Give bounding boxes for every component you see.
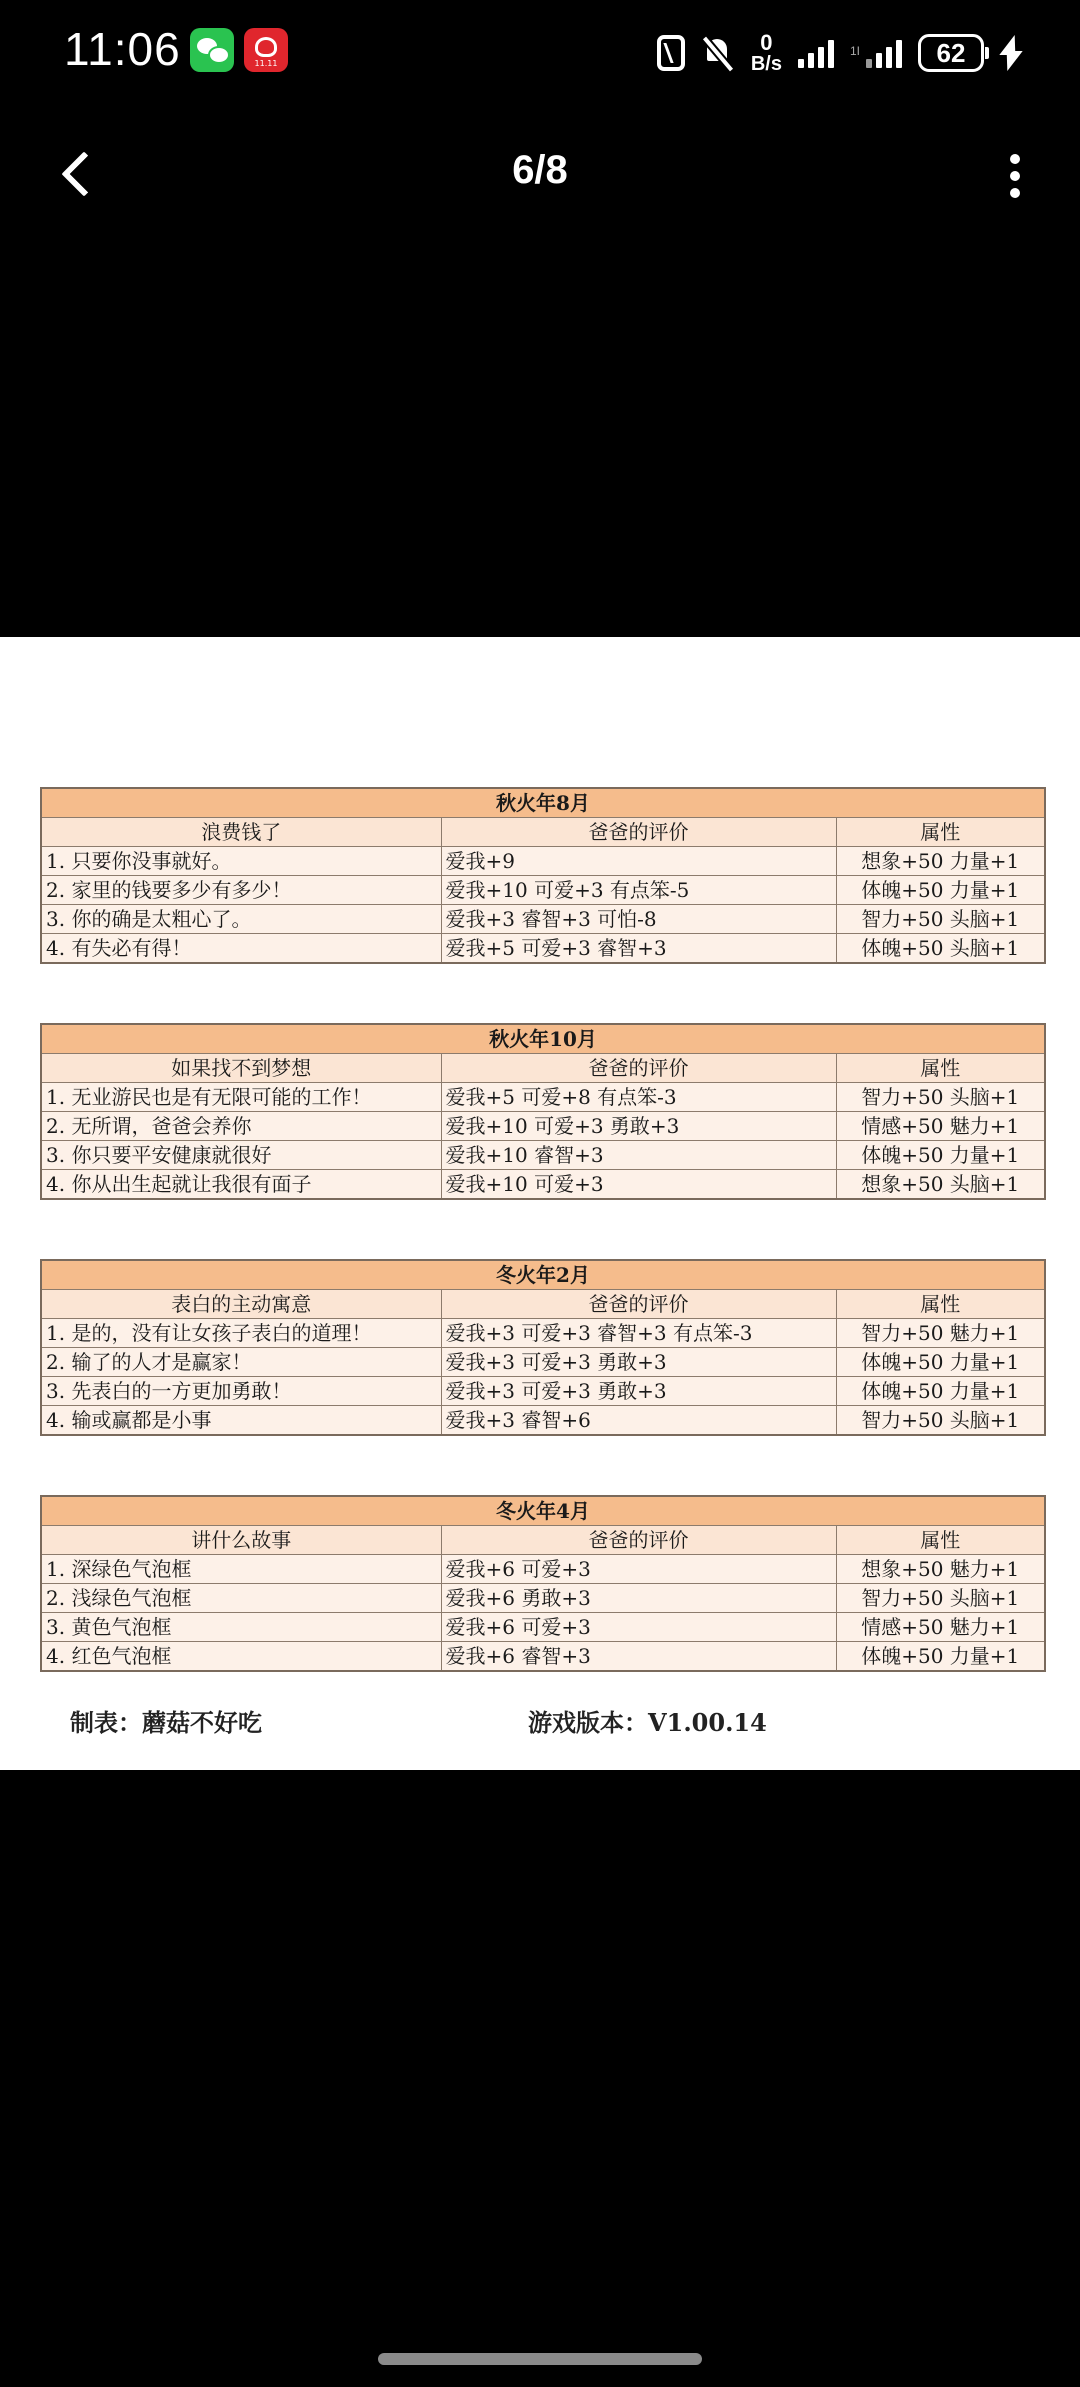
footer-maker: 制表：蘑菇不好吃 <box>70 1708 262 1737</box>
table-row <box>41 1348 1045 1377</box>
reply-cell: 2. 输了的人才是赢家！ <box>41 1348 441 1377</box>
dad-review-header: 爸爸的评价 <box>441 1054 836 1083</box>
section-title: 秋火年10月 <box>41 1024 1045 1054</box>
dad-review-cell: 爱我+3 可爱+3 勇敢+3 <box>441 1348 836 1377</box>
network-speed-unit: B/s <box>750 53 782 75</box>
dad-review-cell: 爱我+3 睿智+6 <box>441 1406 836 1436</box>
reply-cell: 1. 是的，没有让女孩子表白的道理！ <box>41 1319 441 1348</box>
dad-review-cell: 爱我+3 可爱+3 睿智+3 有点笨-3 <box>441 1319 836 1348</box>
section-title: 秋火年8月 <box>41 788 1045 818</box>
guide-section <box>40 787 1044 964</box>
page-counter: 6/8 <box>512 148 568 192</box>
question-header: 如果找不到梦想 <box>41 1054 441 1083</box>
attribute-cell: 智力+50 头脑+1 <box>836 905 1045 934</box>
section-title-row <box>41 1024 1045 1054</box>
reply-cell: 2. 无所谓，爸爸会养你 <box>41 1112 441 1141</box>
network-speed-value: 0 <box>760 30 773 55</box>
attribute-cell: 体魄+50 力量+1 <box>836 1642 1045 1672</box>
guide-table <box>40 1023 1046 1200</box>
dad-review-cell: 爱我+10 可爱+3 勇敢+3 <box>441 1112 836 1141</box>
table-row <box>41 1319 1045 1348</box>
guide-table <box>40 787 1046 964</box>
dad-review-cell: 爱我+9 <box>441 847 836 876</box>
dad-review-cell: 爱我+10 睿智+3 <box>441 1141 836 1170</box>
reply-cell: 3. 黄色气泡框 <box>41 1613 441 1642</box>
section-title-row <box>41 788 1045 818</box>
table-row <box>41 1141 1045 1170</box>
attribute-cell: 体魄+50 力量+1 <box>836 1377 1045 1406</box>
question-header: 浪费钱了 <box>41 818 441 847</box>
section-title: 冬火年2月 <box>41 1260 1045 1290</box>
table-row <box>41 1555 1045 1584</box>
attribute-cell: 想象+50 魅力+1 <box>836 1555 1045 1584</box>
attribute-cell: 智力+50 魅力+1 <box>836 1319 1045 1348</box>
table-row <box>41 847 1045 876</box>
reply-cell: 1. 无业游民也是有无限可能的工作！ <box>41 1083 441 1112</box>
dad-review-cell: 爱我+3 睿智+3 可怕-8 <box>441 905 836 934</box>
attribute-cell: 智力+50 头脑+1 <box>836 1406 1045 1436</box>
reply-cell: 3. 你只要平安健康就很好 <box>41 1141 441 1170</box>
section-header-row <box>41 1054 1045 1083</box>
attribute-header: 属性 <box>836 1290 1045 1319</box>
signal-tag: 1I <box>849 44 860 58</box>
attribute-cell: 情感+50 魅力+1 <box>836 1112 1045 1141</box>
dad-review-cell: 爱我+5 可爱+3 睿智+3 <box>441 934 836 964</box>
attribute-cell: 体魄+50 力量+1 <box>836 1141 1045 1170</box>
table-row <box>41 934 1045 964</box>
footer-version: 游戏版本：V1.00.14 <box>528 1708 767 1737</box>
question-header: 表白的主动寓意 <box>41 1290 441 1319</box>
attribute-header: 属性 <box>836 818 1045 847</box>
table-row <box>41 1377 1045 1406</box>
dad-review-cell: 爱我+5 可爱+8 有点笨-3 <box>441 1083 836 1112</box>
dad-review-cell: 爱我+6 可爱+3 <box>441 1555 836 1584</box>
dad-review-cell: 爱我+6 可爱+3 <box>441 1613 836 1642</box>
section-header-row <box>41 1290 1045 1319</box>
guide-image[interactable] <box>0 637 1080 1770</box>
attribute-cell: 体魄+50 头脑+1 <box>836 934 1045 964</box>
guide-section <box>40 1495 1044 1672</box>
dad-review-header: 爸爸的评价 <box>441 1290 836 1319</box>
attribute-header: 属性 <box>836 1054 1045 1083</box>
section-title-row <box>41 1496 1045 1526</box>
attribute-cell: 智力+50 头脑+1 <box>836 1083 1045 1112</box>
attribute-cell: 智力+50 头脑+1 <box>836 1584 1045 1613</box>
reply-cell: 2. 家里的钱要多少有多少！ <box>41 876 441 905</box>
dad-review-cell: 爱我+10 可爱+3 <box>441 1170 836 1200</box>
table-row <box>41 1170 1045 1200</box>
battery-icon <box>918 34 984 72</box>
dad-review-cell: 爱我+10 可爱+3 有点笨-5 <box>441 876 836 905</box>
guide-table <box>40 1259 1046 1436</box>
table-row <box>41 905 1045 934</box>
dad-review-cell: 爱我+6 勇敢+3 <box>441 1584 836 1613</box>
dad-review-header: 爸爸的评价 <box>441 1526 836 1555</box>
more-icon[interactable] <box>990 146 1040 206</box>
charging-icon <box>1000 35 1020 71</box>
top-nav <box>0 130 1080 220</box>
attribute-cell: 情感+50 魅力+1 <box>836 1613 1045 1642</box>
reply-cell: 3. 先表白的一方更加勇敢！ <box>41 1377 441 1406</box>
dad-review-cell: 爱我+6 睿智+3 <box>441 1642 836 1672</box>
section-title-row <box>41 1260 1045 1290</box>
signal-icon <box>866 38 902 68</box>
home-indicator[interactable] <box>378 2353 702 2365</box>
reply-cell: 3. 你的确是太粗心了。 <box>41 905 441 934</box>
shopping-app-icon <box>244 28 288 72</box>
dad-review-header: 爸爸的评价 <box>441 818 836 847</box>
reply-cell: 4. 有失必有得！ <box>41 934 441 964</box>
status-indicators <box>657 30 1020 76</box>
attribute-header: 属性 <box>836 1526 1045 1555</box>
battery-level: 62 <box>936 37 966 68</box>
table-row <box>41 1584 1045 1613</box>
network-speed <box>751 32 782 74</box>
section-header-row <box>41 1526 1045 1555</box>
wechat-icon <box>190 28 234 72</box>
attribute-cell: 体魄+50 力量+1 <box>836 876 1045 905</box>
guide-table <box>40 1495 1046 1672</box>
reply-cell: 1. 深绿色气泡框 <box>41 1555 441 1584</box>
table-row <box>41 1112 1045 1141</box>
reply-cell: 1. 只要你没事就好。 <box>41 847 441 876</box>
dad-review-cell: 爱我+3 可爱+3 勇敢+3 <box>441 1377 836 1406</box>
status-time: 11:06 <box>64 23 181 75</box>
question-header: 讲什么故事 <box>41 1526 441 1555</box>
table-row <box>41 876 1045 905</box>
mute-icon <box>701 35 735 71</box>
attribute-cell: 体魄+50 力量+1 <box>836 1348 1045 1377</box>
reply-cell: 4. 输或赢都是小事 <box>41 1406 441 1436</box>
guide-section <box>40 1259 1044 1436</box>
table-row <box>41 1406 1045 1436</box>
reply-cell: 4. 你从出生起就让我很有面子 <box>41 1170 441 1200</box>
reply-cell: 4. 红色气泡框 <box>41 1642 441 1672</box>
attribute-cell: 想象+50 头脑+1 <box>836 1170 1045 1200</box>
section-title: 冬火年4月 <box>41 1496 1045 1526</box>
section-header-row <box>41 818 1045 847</box>
table-row <box>41 1083 1045 1112</box>
status-bar <box>0 0 1080 110</box>
reply-cell: 2. 浅绿色气泡框 <box>41 1584 441 1613</box>
table-row <box>41 1642 1045 1672</box>
guide-section <box>40 1023 1044 1200</box>
signal-icon <box>798 38 834 68</box>
nfc-icon <box>657 35 685 71</box>
attribute-cell: 想象+50 力量+1 <box>836 847 1045 876</box>
table-row <box>41 1613 1045 1642</box>
